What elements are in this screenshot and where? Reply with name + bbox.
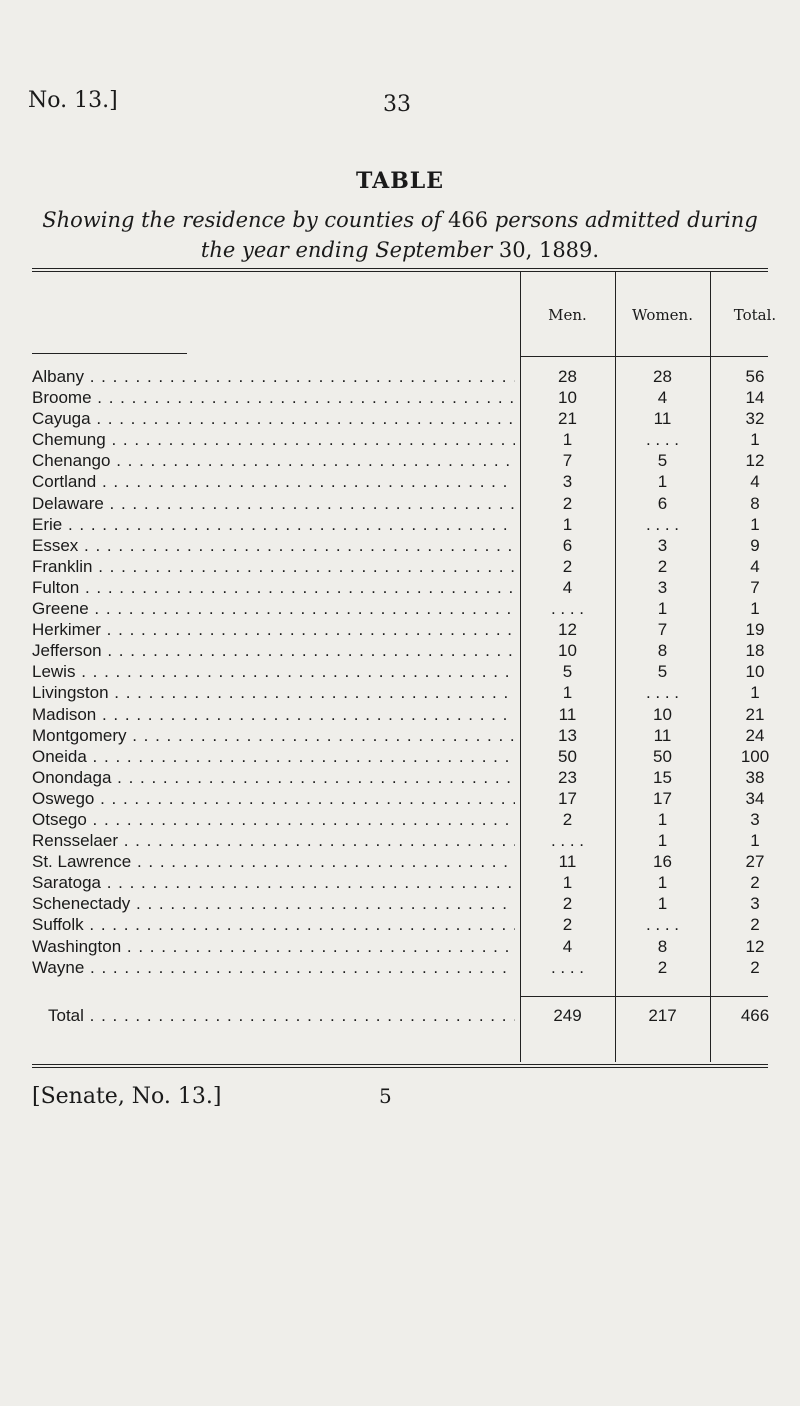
women-count: 1 [657, 894, 668, 914]
total-count: 2 [750, 915, 760, 935]
women-count: 1 [657, 809, 668, 829]
women-count: 5 [657, 662, 668, 682]
women-count: 28 [653, 367, 672, 386]
page-number: 33 [383, 92, 411, 117]
table-row [0, 450, 800, 471]
table-title: TABLE [355, 168, 445, 194]
total-count: 3 [750, 894, 760, 914]
women-count: 7 [657, 620, 668, 640]
men-count: 1 [562, 683, 573, 703]
total-count: 2 [750, 957, 760, 977]
table-row [0, 914, 800, 935]
men-count: . . . . [550, 831, 585, 851]
total-count: 12 [745, 451, 765, 471]
total-total: 466 [740, 1006, 770, 1025]
women-count: 3 [657, 577, 668, 597]
men-count: 2 [562, 809, 573, 829]
women-count: 16 [653, 852, 672, 872]
men-count: 4 [562, 577, 573, 597]
total-count: 100 [740, 746, 770, 766]
women-count: 4 [657, 388, 668, 408]
table-row [0, 471, 800, 492]
county-name: Herkimer . . . [32, 619, 515, 640]
column-header-men: Men. [548, 306, 587, 324]
county-name: Greene . . . [32, 598, 515, 619]
top-rule [32, 268, 768, 269]
women-count: 15 [653, 767, 672, 787]
total-count: 34 [745, 788, 765, 808]
total-count: 1 [750, 831, 760, 851]
table-row [0, 704, 800, 725]
total-count: 18 [745, 641, 765, 661]
total-count: 38 [745, 767, 765, 787]
county-name: Wayne . . . [32, 957, 515, 978]
total-count: 8 [750, 493, 760, 513]
men-count: 12 [558, 620, 577, 640]
table-row [0, 851, 800, 872]
table-row [0, 746, 800, 767]
table-row [0, 957, 800, 978]
men-count: 23 [558, 767, 577, 787]
county-name: Onondaga . . . [32, 767, 515, 788]
header-rule-left [32, 353, 187, 354]
table-row [0, 619, 800, 640]
men-count: 2 [562, 493, 573, 513]
signature-mark: 5 [379, 1084, 392, 1108]
men-count: 17 [558, 788, 577, 808]
county-name: Rensselaer . . . [32, 830, 515, 851]
women-count: . . . . [645, 915, 680, 935]
women-count: 8 [657, 936, 668, 956]
table-row [0, 598, 800, 619]
men-count: 28 [558, 367, 577, 386]
county-name: Albany . . . [32, 366, 515, 387]
total-count: 24 [745, 725, 765, 745]
men-count: 1 [562, 873, 573, 893]
county-name: Delaware . . . [32, 493, 515, 514]
column-header-total: Total. [733, 306, 777, 324]
county-name: Jefferson . . . [32, 640, 515, 661]
bottom-rule-inner [32, 1067, 768, 1068]
women-count: 10 [653, 704, 672, 724]
total-count: 4 [750, 556, 760, 576]
county-name: Essex . . . [32, 535, 515, 556]
men-count: 10 [558, 641, 577, 661]
table-row [0, 872, 800, 893]
women-count: 1 [657, 873, 668, 893]
county-name: Chenango . . . [32, 450, 515, 471]
men-count: 7 [562, 451, 573, 471]
table-row [0, 725, 800, 746]
subtitle-count: 466 [447, 208, 489, 232]
total-rule [520, 996, 768, 997]
total-count: 19 [745, 620, 765, 640]
total-count: 7 [750, 577, 760, 597]
total-count: 10 [745, 662, 765, 682]
table-row [0, 429, 800, 450]
table-row [0, 809, 800, 830]
total-count: 1 [750, 514, 760, 534]
table-row [0, 535, 800, 556]
table-row [0, 661, 800, 682]
county-name: Cortland . . . [32, 471, 515, 492]
women-count: 2 [657, 957, 668, 977]
table-row [0, 936, 800, 957]
county-name: Saratoga . . . [32, 872, 515, 893]
women-count: . . . . [645, 514, 680, 534]
total-count: 2 [750, 873, 760, 893]
men-count: 1 [562, 514, 573, 534]
total-count: 14 [745, 388, 765, 408]
men-count: 13 [558, 725, 577, 745]
table-row [0, 640, 800, 661]
women-count: 17 [653, 788, 672, 808]
men-count: . . . . [550, 957, 585, 977]
men-count: 1 [562, 430, 573, 450]
men-count: 21 [558, 409, 577, 429]
county-name: Broome . . . [32, 387, 515, 408]
women-count: . . . . [645, 683, 680, 703]
men-count: 2 [562, 915, 573, 935]
table-row [0, 387, 800, 408]
county-name: Franklin . . . [32, 556, 515, 577]
subtitle-text-after: persons admitted during the year ending September [200, 208, 758, 262]
table-row [0, 830, 800, 851]
men-count: 4 [562, 936, 573, 956]
women-count: 6 [657, 493, 668, 513]
total-men: 249 [553, 1006, 582, 1025]
men-count: 5 [562, 662, 573, 682]
total-count: 3 [750, 809, 760, 829]
county-name: Livingston . . . [32, 682, 515, 703]
total-women: 217 [648, 1006, 677, 1025]
county-name: Madison . . . [32, 704, 515, 725]
county-name: Erie . . . [32, 514, 515, 535]
women-count: 11 [653, 725, 672, 745]
top-rule-inner [32, 271, 768, 272]
table-row [0, 366, 800, 387]
total-count: 12 [745, 936, 765, 956]
subtitle-date: 30, 1889. [498, 238, 600, 262]
table-row [0, 577, 800, 598]
county-name: Fulton . . . [32, 577, 515, 598]
county-name: Oswego . . . [32, 788, 515, 809]
table-row [0, 767, 800, 788]
total-count: 9 [750, 535, 760, 555]
total-count: 1 [750, 430, 760, 450]
county-name: Lewis . . . [32, 661, 515, 682]
table-row [0, 493, 800, 514]
column-header-women: Women. [632, 306, 693, 324]
bottom-rule [32, 1064, 768, 1065]
running-head: No. 13.] [28, 88, 118, 113]
table-subtitle [30, 205, 770, 265]
total-row [0, 1004, 800, 1028]
document-reference: [Senate, No. 13.] [32, 1084, 222, 1109]
men-count: 10 [558, 388, 577, 408]
women-count: . . . . [645, 430, 680, 450]
women-count: 1 [657, 599, 668, 619]
total-count: 32 [745, 409, 765, 429]
men-count: 6 [562, 535, 573, 555]
men-count: 11 [558, 704, 577, 724]
subtitle-text-before: Showing the residence by counties of [42, 208, 442, 232]
women-count: 2 [657, 556, 668, 576]
county-name: Chemung . . . [32, 429, 515, 450]
table-body [0, 366, 800, 978]
county-name: Otsego . . . [32, 809, 515, 830]
table-row [0, 682, 800, 703]
total-count: 1 [750, 683, 760, 703]
total-count: 1 [750, 599, 760, 619]
total-count: 4 [750, 472, 760, 492]
table-row [0, 408, 800, 429]
county-name: Oneida . . . [32, 746, 515, 767]
county-name: Schenectady . . . [32, 893, 515, 914]
men-count: 50 [558, 746, 577, 766]
women-count: 50 [653, 746, 672, 766]
women-count: 1 [657, 472, 668, 492]
total-label: Total . . . [48, 1004, 515, 1028]
total-count: 27 [745, 852, 765, 872]
county-name: Cayuga . . . [32, 408, 515, 429]
men-count: 2 [562, 556, 573, 576]
men-count: 11 [558, 852, 577, 872]
table-row [0, 788, 800, 809]
total-count: 21 [745, 704, 765, 724]
women-count: 3 [657, 535, 668, 555]
county-name: Montgomery . . . [32, 725, 515, 746]
women-count: 8 [657, 641, 668, 661]
table-row [0, 514, 800, 535]
men-count: 2 [562, 894, 573, 914]
county-name: Suffolk . . . [32, 914, 515, 935]
header-rule-right [520, 356, 768, 357]
men-count: 3 [562, 472, 573, 492]
county-name: St. Lawrence . . . [32, 851, 515, 872]
county-name: Washington . . . [32, 936, 515, 957]
men-count: . . . . [550, 599, 585, 619]
women-count: 5 [657, 451, 668, 471]
women-count: 11 [653, 409, 672, 429]
total-count: 56 [745, 367, 765, 386]
table-row [0, 893, 800, 914]
women-count: 1 [657, 831, 668, 851]
table-row [0, 556, 800, 577]
